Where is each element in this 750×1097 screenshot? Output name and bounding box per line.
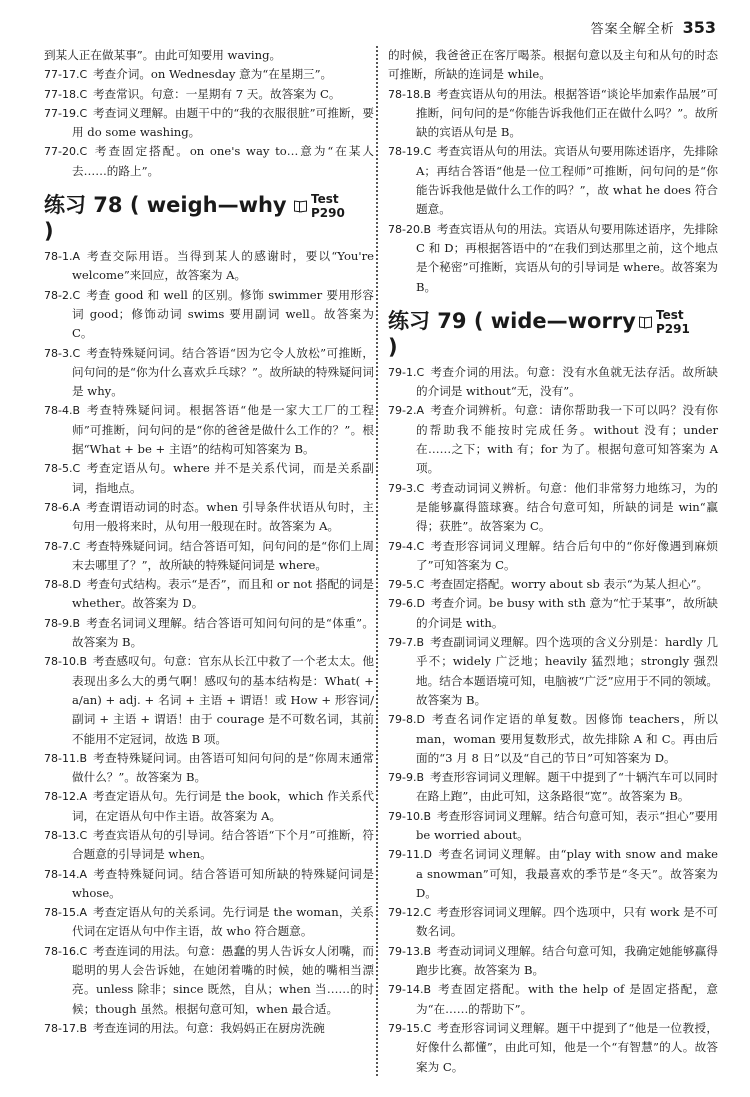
answer-explanation: 考查介词。on Wednesday 意为“在星期三”。 [92,67,333,82]
answer-entry [44,65,374,84]
answer-number: 78-17.B [44,1021,88,1035]
answer-explanation: 考查交际用语。当得到某人的感谢时，要以“You're welcome”来回应，故答案为 A。 [72,249,374,283]
answer-entry [44,787,374,826]
answer-entry [44,903,374,942]
answer-entry [388,710,718,768]
answer-explanation: 考查名词词义理解。由“play with snow and make a snowman”可知，我最喜欢的季节是“冬天”。故答案为 D。 [416,847,718,900]
answer-explanation: 考查形容词词义理解。四个选项中，只有 work 是不可数名词。 [416,905,718,939]
answer-explanation: 考查定语从句的关系词。先行词是 the woman，关系代词在定语从句中作主语，故 who 符合题意。 [72,905,374,939]
answer-explanation: 考查名词词义理解。结合答语可知问句问的是“体重”。故答案为 B。 [72,615,374,650]
answer-number: 78-20.B [388,222,432,236]
answer-entry [388,46,718,85]
left-entries [44,247,374,1038]
answer-entry [388,980,718,1019]
answer-number: 78-18.B [388,87,432,101]
answer-explanation: 考查介词辨析。句意：请你帮助我一下可以吗？没有你的帮助我不能按时完成任务。without 没有；under 在……之下；with 有；for 为了。根据句意可知答案为 A 项。 [416,403,718,476]
answer-explanation: 考查形容词词义理解。题干中提到了“他是一位教授，好像什么都懂”，由此可知，他是一个“有智慧”的人。故答案为 C。 [416,1020,718,1074]
answer-explanation: 考查形容词词义理解。结合后句中的“你好像遇到麻烦了”可知答案为 C。 [416,538,718,572]
answer-number: 79-5.C [388,578,425,592]
answer-explanation: 考查连词的用法。句意：我妈妈正在厨房洗碗 [92,1020,325,1035]
answer-number: 79-9.B [388,771,425,785]
answer-entry [44,865,374,904]
answer-number: 79-14.B [388,983,432,997]
column-divider [376,46,378,1076]
answer-number: 78-12.A [44,790,87,804]
answer-explanation: 考查特殊疑问词。根据答语“他是一家大工厂的工程师”可推断，问句问的是“你的爸爸是做什么工作的？”。根据“What + be + 主语”的结构可知答案为 B。 [72,403,374,457]
answer-explanation: 考查特殊疑问词。由答语可知问句问的是“你周末通常做什么？”。故答案为 B。 [72,750,374,785]
answer-entry [44,459,374,498]
answer-explanation: 考查 good 和 well 的区别。修饰 swimmer 要用形容词 good；修饰动词 swims 要用副词 well。故答案为 C。 [72,287,374,341]
test-reference [294,192,374,220]
left-pre-entries [44,46,374,181]
answer-entry [388,807,718,846]
answer-entry [44,104,374,143]
answer-explanation: 考查连词的用法。句意：愚蠢的男人告诉女人闭嘴，而聪明的男人会告诉她，在她闭着嘴的时候，她的嘴相当漂亮。unless 除非；since 既然，自从；when 当……的时候；though 虽然。根据句意可知，when 最合适。 [72,943,374,1016]
answer-number: 79-3.C [388,481,425,495]
test-reference [639,308,718,336]
answer-entry [388,401,718,478]
answer-explanation: 考查谓语动词的时态。when 引导条件状语从句时，主句用一般将来时，从句用一般现在时。故答案为 A。 [72,499,374,534]
answer-entry [388,942,718,981]
page-number: 353 [682,18,716,37]
answer-entry [44,942,374,1019]
answer-entry [44,575,374,614]
answer-entry [388,575,718,594]
answer-explanation: 考查词义理解。由题干中的“我的衣服很脏”可推断，要用 do some washing。 [72,105,374,140]
answer-entry [44,344,374,402]
answer-number: 79-7.B [388,636,425,650]
right-entries [388,363,718,1077]
answer-explanation: 考查形容词词义理解。题干中提到了“十辆汽车可以同时在路上跑”，由此可知，这条路很“宽”。故答案为 B。 [416,770,718,804]
answer-number: 79-1.C [388,365,425,379]
answer-entry [388,903,718,942]
answer-number: 77-20.C [44,145,88,159]
answer-number: 78-6.A [44,500,80,514]
answer-entry [44,826,374,865]
answer-explanation: 考查宾语从句的用法。宾语从句要用陈述语序，先排除 C 和 D；再根据答语中的“在我们到达那里之前，这个地点是个秘密”可推断，宾语从句的引导词是 where。故答案为 B。 [416,221,718,294]
answer-entry [44,749,374,788]
answer-entry [388,1019,718,1077]
answer-explanation: 考查介词的用法。句意：没有水鱼就无法存活。故所缺的介词是 without“无，没有”。 [416,364,718,399]
answer-number: 78-15.A [44,906,87,920]
answer-number: 78-7.C [44,539,81,553]
answer-entry [388,142,718,219]
answer-explanation: 考查副词词义理解。四个选项的含义分别是：hardly 几乎不；widely 广泛地；heavily 猛烈地；strongly 强烈地。结合本题语境可知，电脑被“广泛”应用于不同的领域。故答案为 B。 [416,635,718,707]
answer-number: 78-19.C [388,145,432,159]
answer-entry [44,537,374,576]
answer-number: 78-10.B [44,655,88,669]
answer-explanation: 考查句式结构。表示“是否”，而且和 or not 搭配的词是 whether。故答案为 D。 [72,577,374,611]
answer-number: 78-1.A [44,250,80,264]
answer-number: 78-4.B [44,404,81,418]
answer-number: 79-11.D [388,848,432,862]
section-title-79 [388,305,718,359]
book-icon [639,316,652,328]
answer-number: 78-14.A [44,867,87,881]
answer-number: 77-17.C [44,68,88,82]
answer-number: 79-10.B [388,809,432,823]
answer-explanation: 考查宾语从句的引导词。结合答语“下个月”可推断，符合题意的引导词是 when。 [72,827,374,862]
answer-entry [44,652,374,748]
answer-explanation: 考查名词作定语的单复数。因修饰 teachers，所以 man，woman 要用复数形式，故先排除 A 和 C。再由后面的“3 月 8 日”以及“自己的节日”可知答案为 D。 [416,712,718,765]
section-title-78 [44,189,374,243]
page-header [591,18,716,37]
answer-explanation: 考查动词词义辨析。句意：他们非常努力地练习，为的是能够赢得篮球赛。结合句意可知，所缺的词是 win“赢得；获胜”。故答案为 C。 [416,480,718,534]
answer-entry [388,594,718,633]
answer-number: 78-2.C [44,288,81,302]
book-icon [294,200,307,212]
answer-entry [388,479,718,537]
answer-number: 78-8.D [44,578,81,592]
answer-number: 78-5.C [44,462,81,476]
answer-entry [388,220,718,297]
answer-entry [388,85,718,143]
answer-number: 78-11.B [44,751,88,765]
answer-explanation: 考查固定搭配。with the help of 是固定搭配，意为“在……的帮助下”。 [416,982,718,1016]
answer-entry [44,498,374,537]
section-title-label: 练习 78 ( weigh—why ) [44,193,287,244]
answer-entry [44,85,374,104]
answer-number: 78-3.C [44,346,81,360]
answer-number: 79-6.D [388,597,425,611]
answer-entry [44,286,374,344]
answer-number: 77-19.C [44,106,88,120]
right-pre-entries [388,46,718,297]
answer-explanation: 考查固定搭配。worry about sb 表示“为某人担心”。 [429,577,709,592]
answer-entry [388,633,718,710]
answer-number: 79-4.C [388,539,425,553]
answer-explanation: 考查特殊疑问词。结合答语可知，问句问的是“你们上周末去哪里了？”，故所缺的特殊疑问词是 where。 [72,538,374,572]
answer-entry [44,46,374,65]
answer-number: 78-9.B [44,616,81,630]
answer-entry [44,142,374,181]
test-reference-label: Test P291 [656,307,690,336]
answer-entry [44,247,374,286]
test-reference-label: Test P290 [311,192,345,221]
answer-entry [44,614,374,653]
answer-explanation: 到某人正在做某事”。由此可知要用 waving。 [44,48,282,62]
answer-number: 79-2.A [388,404,424,418]
answer-explanation: 考查宾语从句的用法。宾语从句要用陈述语序，先排除 A；再结合答语“他是一位工程师”可推断，问句问的是“你能告诉我他是做什么工作的吗？”，故 what he does 符合题意。 [416,144,718,217]
answer-entry [388,768,718,807]
answer-explanation: 考查形容词词义理解。结合句意可知，表示“担心”要用 be worried about。 [416,808,718,842]
answer-number: 79-15.C [388,1021,432,1035]
answer-entry [44,1019,374,1038]
answer-number: 79-8.D [388,713,425,727]
answer-explanation: 考查定语从句。先行词是 the book，which 作关系代词，在定语从句中作主语。故答案为 A。 [72,789,374,823]
answer-explanation: 考查定语从句。where 并不是关系代词，而是关系副词，指地点。 [72,461,374,495]
answer-number: 77-18.C [44,87,88,101]
left-column [44,46,374,1038]
answer-explanation: 的时候，我爸爸正在客厅喝茶。根据句意以及主句和从句的时态可推断，所缺的连词是 while。 [388,48,718,82]
right-column [388,46,718,1077]
section-title-label: 练习 79 ( wide—worry ) [388,308,636,359]
answer-entry [44,401,374,459]
answer-explanation: 考查特殊疑问词。结合答语可知所缺的特殊疑问词是 whose。 [72,866,374,900]
answer-entry [388,537,718,576]
answer-number: 78-16.C [44,944,88,958]
answer-explanation: 考查感叹句。句意：官东从长江中救了一个老太太。他表现出多么大的勇气啊！感叹句的基本结构是：What( + a/an) + adj. + 名词 + 主语 + 谓语！或 How + 形容词/副词 + 主语 + 谓语！由于 courage 是不可数名词，其前不能用不定冠词，故选 B 项。 [72,654,374,746]
answer-explanation: 考查宾语从句的用法。根据答语“谈论毕加索作品展”可推断，问句问的是“你能告诉我他们正在做什么吗？”。故所缺的宾语从句是 B。 [416,86,718,140]
answer-explanation: 考查介词。be busy with sth 意为“忙于某事”，故所缺的介词是 with。 [416,596,718,630]
answer-explanation: 考查常识。句意：一星期有 7 天。故答案为 C。 [92,86,341,101]
answer-entry [388,845,718,903]
answer-explanation: 考查固定搭配。on one's way to…意为“在某人去……的路上”。 [72,144,374,178]
answer-explanation: 考查特殊疑问词。结合答语“因为它令人放松”可推断，问句问的是“你为什么喜欢乒乓球？”。故所缺的特殊疑问词是 why。 [72,345,374,399]
answer-number: 79-12.C [388,906,432,920]
answer-number: 78-13.C [44,828,88,842]
answer-number: 79-13.B [388,944,432,958]
answer-entry [388,363,718,402]
answer-explanation: 考查动词词义理解。结合句意可知，我确定她能够赢得跑步比赛。故答案为 B。 [416,943,718,978]
book-title: 答案全解全析 [590,22,675,37]
